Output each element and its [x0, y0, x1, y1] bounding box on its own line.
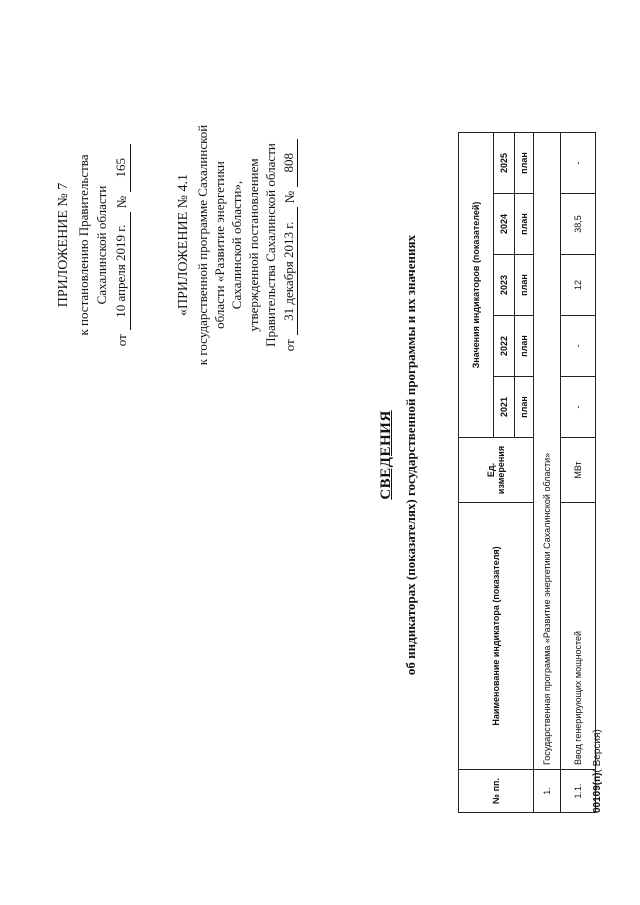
table-row — [561, 133, 596, 813]
appendix2-number: 808 — [280, 139, 298, 187]
appendix2-title: «ПРИЛОЖЕНИЕ № 4.1 — [176, 174, 191, 316]
header-plan: план — [515, 377, 534, 438]
row-value: 12 — [561, 255, 596, 316]
row-name: Ввод генерирующих мощностей — [561, 503, 596, 770]
section-label: Государственная программа «Развитие энергетики Сахалинской области» — [534, 133, 561, 770]
header-name: Наименование индикатора (показателя) — [459, 503, 534, 770]
appendix2-line4: утвержденной постановлением — [246, 158, 261, 332]
appendix-num-sign: № — [114, 195, 129, 209]
header-year: 2023 — [494, 255, 515, 316]
section-num: 1. — [534, 770, 561, 813]
appendix2-ot: от — [282, 339, 297, 352]
document-heading — [378, 135, 419, 775]
row-value: 38,5 — [561, 194, 596, 255]
header-year: 2024 — [494, 194, 515, 255]
header-plan: план — [515, 316, 534, 377]
header-year: 2022 — [494, 316, 515, 377]
row-value: - — [561, 133, 596, 194]
appendix-date: 10 апреля 2019 г. — [112, 212, 131, 330]
header-unit: Ед. измерения — [459, 438, 534, 503]
footer-code-text: 00109(п) — [592, 772, 603, 813]
table-header-row — [459, 133, 494, 813]
row-value: - — [561, 316, 596, 377]
heading-title: СВЕДЕНИЯ — [378, 410, 394, 500]
header-values: Значения индикаторов (показателей) — [459, 133, 494, 438]
appendix2-line5: Правительства Сахалинской области — [263, 143, 278, 347]
appendix2-date-row — [280, 115, 298, 375]
appendix-line1: к постановлению Правительства — [76, 154, 91, 336]
appendix-line2: Сахалинской области — [94, 185, 109, 305]
row-value: - — [561, 377, 596, 438]
appendix2-line1: к государственной программе Сахалинской — [195, 124, 210, 366]
appendix2-line2: области «Развитие энергетики — [212, 161, 227, 329]
footer-code — [592, 729, 603, 813]
row-unit: МВт — [561, 438, 596, 503]
table-section-row — [534, 133, 561, 813]
indicators-table — [458, 132, 596, 813]
header-plan: план — [515, 255, 534, 316]
appendix2-line3: Сахалинской области», — [229, 180, 244, 310]
appendix-date-row — [112, 115, 131, 375]
row-num: 1.1. — [561, 770, 596, 813]
header-year: 2021 — [494, 377, 515, 438]
appendix-title: ПРИЛОЖЕНИЕ № 7 — [56, 182, 71, 308]
footer-version: ( Версия) — [592, 729, 603, 773]
header-plan: план — [515, 133, 534, 194]
header-year: 2025 — [494, 133, 515, 194]
appendix-ot: от — [114, 334, 129, 347]
heading-subtitle: об индикаторах (показателях) государственной программы и их значениях — [403, 234, 418, 676]
header-num: № пп. — [459, 770, 534, 813]
appendix-block — [55, 115, 131, 375]
appendix2-block — [175, 115, 298, 375]
header-plan: план — [515, 194, 534, 255]
appendix2-date: 31 декабря 2013 г. — [280, 207, 298, 335]
appendix2-num-sign: № — [282, 190, 297, 204]
appendix-number: 165 — [112, 144, 131, 192]
